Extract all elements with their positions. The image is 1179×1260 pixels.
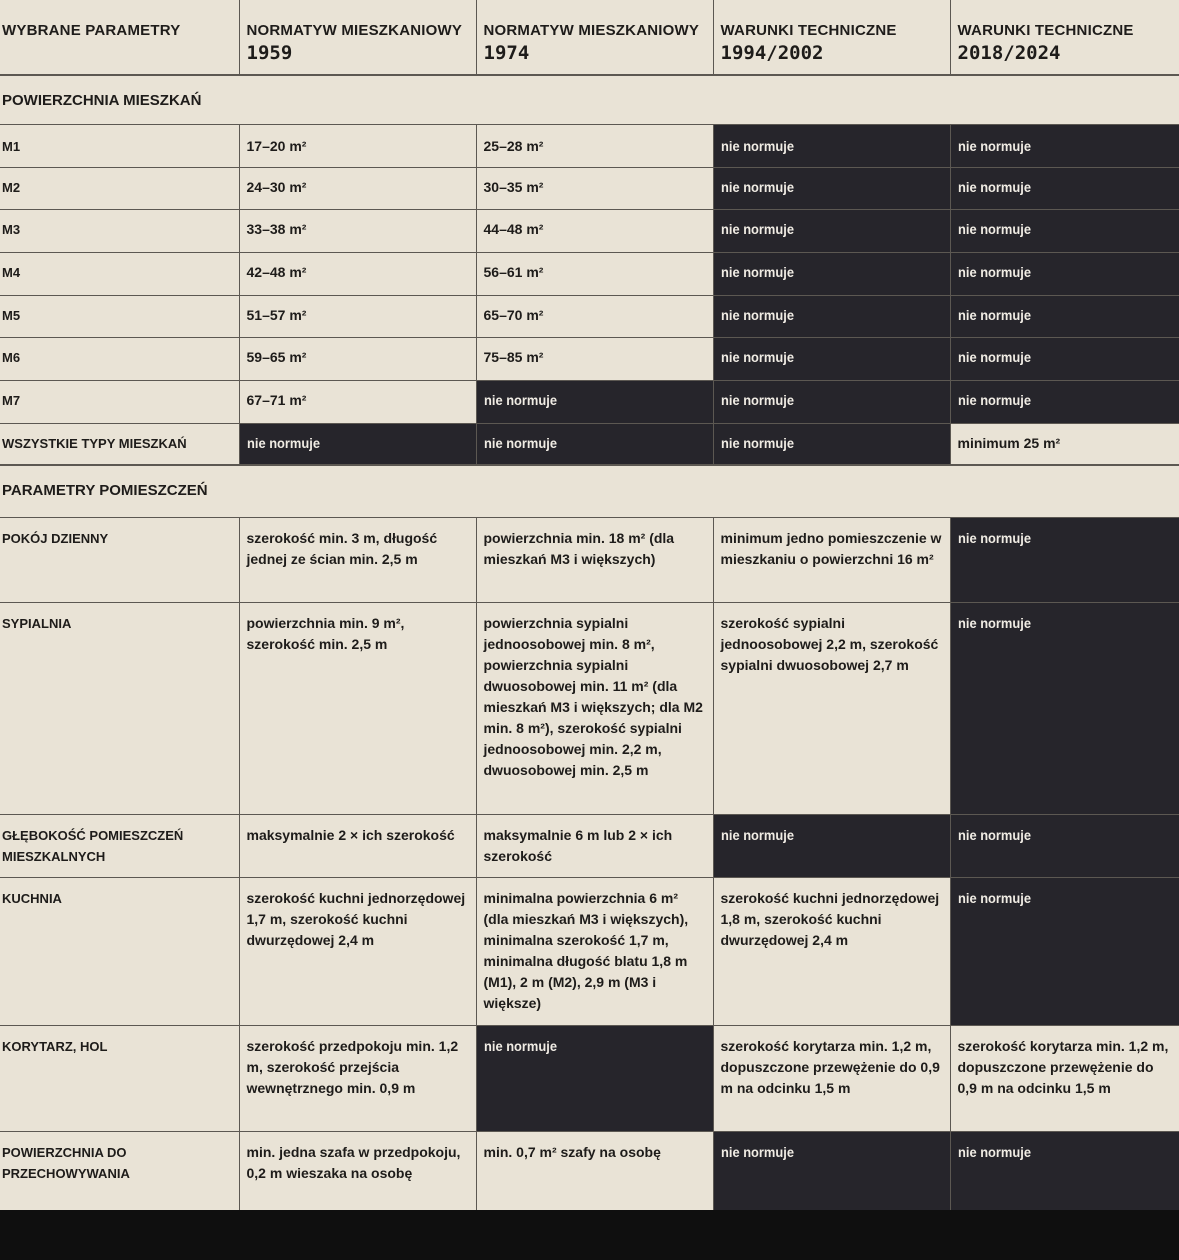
cell: 75–85 m² [476,337,713,380]
cell: 24–30 m² [239,167,476,209]
row-param: WSZYSTKIE TYPY MIESZKAŃ [0,423,239,465]
cell: nie normuje [239,423,476,465]
table-row [0,1131,1179,1210]
table-row [0,337,1179,380]
row-param: M5 [0,295,239,337]
cell: 67–71 m² [239,380,476,423]
row-param: POWIERZCHNIA DO PRZECHOWYWANIA [0,1131,239,1210]
cell: nie normuje [950,337,1179,380]
header-col-1974: NORMATYW MIESZKANIOWY 1974 [476,0,713,75]
header-col-1959: NORMATYW MIESZKANIOWY 1959 [239,0,476,75]
table-row [0,877,1179,1025]
bottom-bar [0,1210,1179,1260]
cell: nie normuje [713,1131,950,1210]
cell: nie normuje [950,877,1179,1025]
cell: nie normuje [950,252,1179,295]
cell: 30–35 m² [476,167,713,209]
section-title: POWIERZCHNIA MIESZKAŃ [0,75,1179,124]
section-header [0,75,1179,124]
table-row [0,209,1179,252]
row-param: M7 [0,380,239,423]
cell: nie normuje [950,814,1179,877]
cell: nie normuje [713,380,950,423]
row-param: KUCHNIA [0,877,239,1025]
table-row [0,124,1179,167]
table-row [0,1025,1179,1131]
cell: szerokość korytarza min. 1,2 m, dopuszczone przewężenie do 0,9 m na odcinku 1,5 m [713,1025,950,1131]
table-row [0,295,1179,337]
cell: nie normuje [950,295,1179,337]
cell: szerokość korytarza min. 1,2 m, dopuszczone przewężenie do 0,9 m na odcinku 1,5 m [950,1025,1179,1131]
cell: szerokość przedpokoju min. 1,2 m, szerokość przejścia wewnętrznego min. 0,9 m [239,1025,476,1131]
cell: nie normuje [713,337,950,380]
cell: minimum 25 m² [950,423,1179,465]
cell: szerokość kuchni jednorzędowej 1,7 m, szerokość kuchni dwurzędowej 2,4 m [239,877,476,1025]
table-row [0,602,1179,814]
cell: szerokość min. 3 m, długość jednej ze ścian min. 2,5 m [239,517,476,602]
row-param: POKÓJ DZIENNY [0,517,239,602]
cell: nie normuje [713,209,950,252]
cell: 25–28 m² [476,124,713,167]
header-col-2018: WARUNKI TECHNICZNE 2018/2024 [950,0,1179,75]
cell: 65–70 m² [476,295,713,337]
cell: powierzchnia sypialni jednoosobowej min. 8 m², powierzchnia sypialni dwuosobowej min. 11 m² (dla mieszkań M3 i większych; dla M2 min. 8 m²), szerokość sypialni jednoosobowej min. 2,2 m, dwuosobowej min. 2,5 m [476,602,713,814]
row-param: M1 [0,124,239,167]
cell: nie normuje [713,814,950,877]
row-param: M6 [0,337,239,380]
cell: 59–65 m² [239,337,476,380]
table-row [0,423,1179,465]
row-param: M3 [0,209,239,252]
cell: min. 0,7 m² szafy na osobę [476,1131,713,1210]
row-param: GŁĘBOKOŚĆ POMIESZCZEŃ MIESZKALNYCH [0,814,239,877]
table-row [0,517,1179,602]
cell: nie normuje [476,380,713,423]
header-row [0,0,1179,75]
row-param: KORYTARZ, HOL [0,1025,239,1131]
cell: 44–48 m² [476,209,713,252]
cell: nie normuje [950,1131,1179,1210]
cell: nie normuje [950,124,1179,167]
cell: nie normuje [950,380,1179,423]
cell: nie normuje [476,1025,713,1131]
table-row [0,380,1179,423]
cell: nie normuje [713,295,950,337]
cell: 17–20 m² [239,124,476,167]
cell: powierzchnia min. 18 m² (dla mieszkań M3 i większych) [476,517,713,602]
cell: szerokość kuchni jednorzędowej 1,8 m, szerokość kuchni dwurzędowej 2,4 m [713,877,950,1025]
cell: min. jedna szafa w przedpokoju, 0,2 m wieszaka na osobę [239,1131,476,1210]
cell: nie normuje [476,423,713,465]
cell: nie normuje [950,209,1179,252]
cell: nie normuje [713,423,950,465]
cell: nie normuje [950,517,1179,602]
cell: szerokość sypialni jednoosobowej 2,2 m, szerokość sypialni dwuosobowej 2,7 m [713,602,950,814]
header-param-label: WYBRANE PARAMETRY [2,22,181,39]
table-row [0,252,1179,295]
row-param: M2 [0,167,239,209]
header-col-1994: WARUNKI TECHNICZNE 1994/2002 [713,0,950,75]
section-title: PARAMETRY POMIESZCZEŃ [0,465,1179,517]
cell: maksymalnie 6 m lub 2 × ich szerokość [476,814,713,877]
cell: nie normuje [713,124,950,167]
cell: maksymalnie 2 × ich szerokość [239,814,476,877]
cell: nie normuje [950,167,1179,209]
cell: 33–38 m² [239,209,476,252]
section-header [0,465,1179,517]
cell: minimum jedno pomieszczenie w mieszkaniu o powierzchni 16 m² [713,517,950,602]
cell: nie normuje [950,602,1179,814]
cell: minimalna powierzchnia 6 m² (dla mieszkań M3 i większych), minimalna szerokość 1,7 m, minimalna długość blatu 1,8 m (M1), 2 m (M2), 2,9 m (M3 i większe) [476,877,713,1025]
cell: nie normuje [713,167,950,209]
cell: powierzchnia min. 9 m², szerokość min. 2,5 m [239,602,476,814]
cell: 51–57 m² [239,295,476,337]
table-row [0,167,1179,209]
row-param: SYPIALNIA [0,602,239,814]
row-param: M4 [0,252,239,295]
table-row [0,814,1179,877]
cell: nie normuje [713,252,950,295]
cell: 42–48 m² [239,252,476,295]
cell: 56–61 m² [476,252,713,295]
